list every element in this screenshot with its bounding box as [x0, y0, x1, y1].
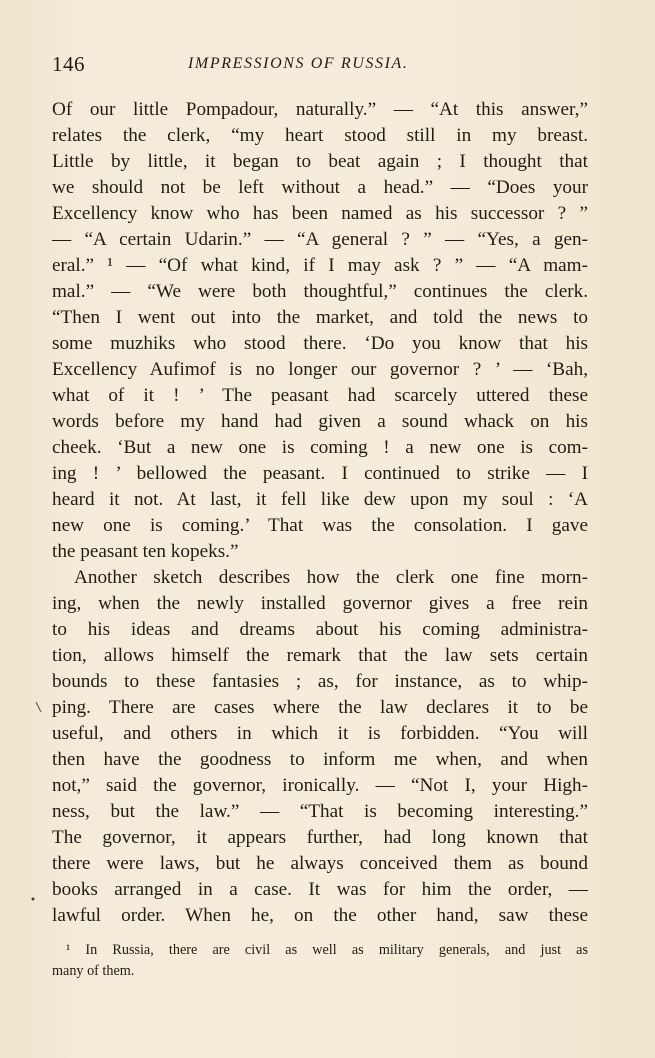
- text-line: — “A certain Udarin.” — “A general ? ” — “Yes, a gen-: [52, 229, 588, 250]
- text-line: lawful order. When he, on the other hand, saw these: [52, 905, 588, 926]
- text-line: Excellency Aufimof is no longer our governor ? ’ — ‘Bah,: [52, 359, 588, 380]
- text-line: books arranged in a case. It was for him the order, —: [52, 879, 588, 900]
- text-line: not,” said the governor, ironically. — “Not I, your High-: [52, 775, 588, 796]
- text-line: bounds to these fantasies ; as, for instance, as to whip-: [52, 671, 588, 692]
- text-line: ing, when the newly installed governor gives a free rein: [52, 593, 588, 614]
- text-line: heard it not. At last, it fell like dew upon my soul : ‘A: [52, 489, 588, 510]
- text-line: to his ideas and dreams about his coming administra-: [52, 619, 588, 640]
- text-line: The governor, it appears further, had long known that: [52, 827, 588, 848]
- text-line: words before my hand had given a sound whack on his: [52, 411, 588, 432]
- footnote-line: many of them.: [52, 963, 135, 979]
- text-line: mal.” — “We were both thoughtful,” continues the clerk.: [52, 281, 588, 302]
- margin-mark: [35, 700, 43, 714]
- text-line: there were laws, but he always conceived them as bound: [52, 853, 588, 874]
- text-line: cheek. ‘But a new one is coming ! a new one is com-: [52, 437, 588, 458]
- text-line: what of it ! ’ The peasant had scarcely uttered these: [52, 385, 588, 406]
- text-line: Little by little, it began to beat again ; I thought that: [52, 151, 588, 172]
- page-number: 146: [52, 52, 85, 76]
- text-line: ing ! ’ bellowed the peasant. I continued to strike — I: [52, 463, 588, 484]
- text-line: then have the goodness to inform me when, and when: [52, 749, 588, 770]
- text-line: the peasant ten kopeks.”: [52, 541, 239, 562]
- text-line: ness, but the law.” — “That is becoming interesting.”: [52, 801, 588, 822]
- footnote: [52, 940, 588, 982]
- text-line: “Then I went out into the market, and told the news to: [52, 307, 588, 328]
- text-line: tion, allows himself the remark that the law sets certain: [52, 645, 588, 666]
- text-line: Excellency know who has been named as his successor ? ”: [52, 203, 588, 224]
- running-head: IMPRESSIONS OF RUSSIA.: [188, 55, 409, 72]
- text-line: relates the clerk, “my heart stood still in my breast.: [52, 125, 588, 146]
- text-line: new one is coming.’ That was the consolation. I gave: [52, 515, 588, 536]
- text-line: eral.” ¹ — “Of what kind, if I may ask ? ” — “A mam-: [52, 255, 588, 276]
- text-line: Of our little Pompadour, naturally.” — “At this answer,”: [52, 99, 588, 120]
- text-line: some muzhiks who stood there. ‘Do you know that his: [52, 333, 588, 354]
- margin-dot: [30, 896, 36, 902]
- text-line: useful, and others in which it is forbidden. “You will: [52, 723, 588, 744]
- body-text: [52, 97, 588, 929]
- text-line: we should not be left without a head.” — “Does your: [52, 177, 588, 198]
- footnote-line: ¹ In Russia, there are civil as well as military generals, and just as: [66, 942, 588, 958]
- text-line: ping. There are cases where the law declares it to be: [52, 697, 588, 718]
- page-header: [52, 52, 589, 78]
- text-line: Another sketch describes how the clerk one fine morn-: [74, 567, 588, 588]
